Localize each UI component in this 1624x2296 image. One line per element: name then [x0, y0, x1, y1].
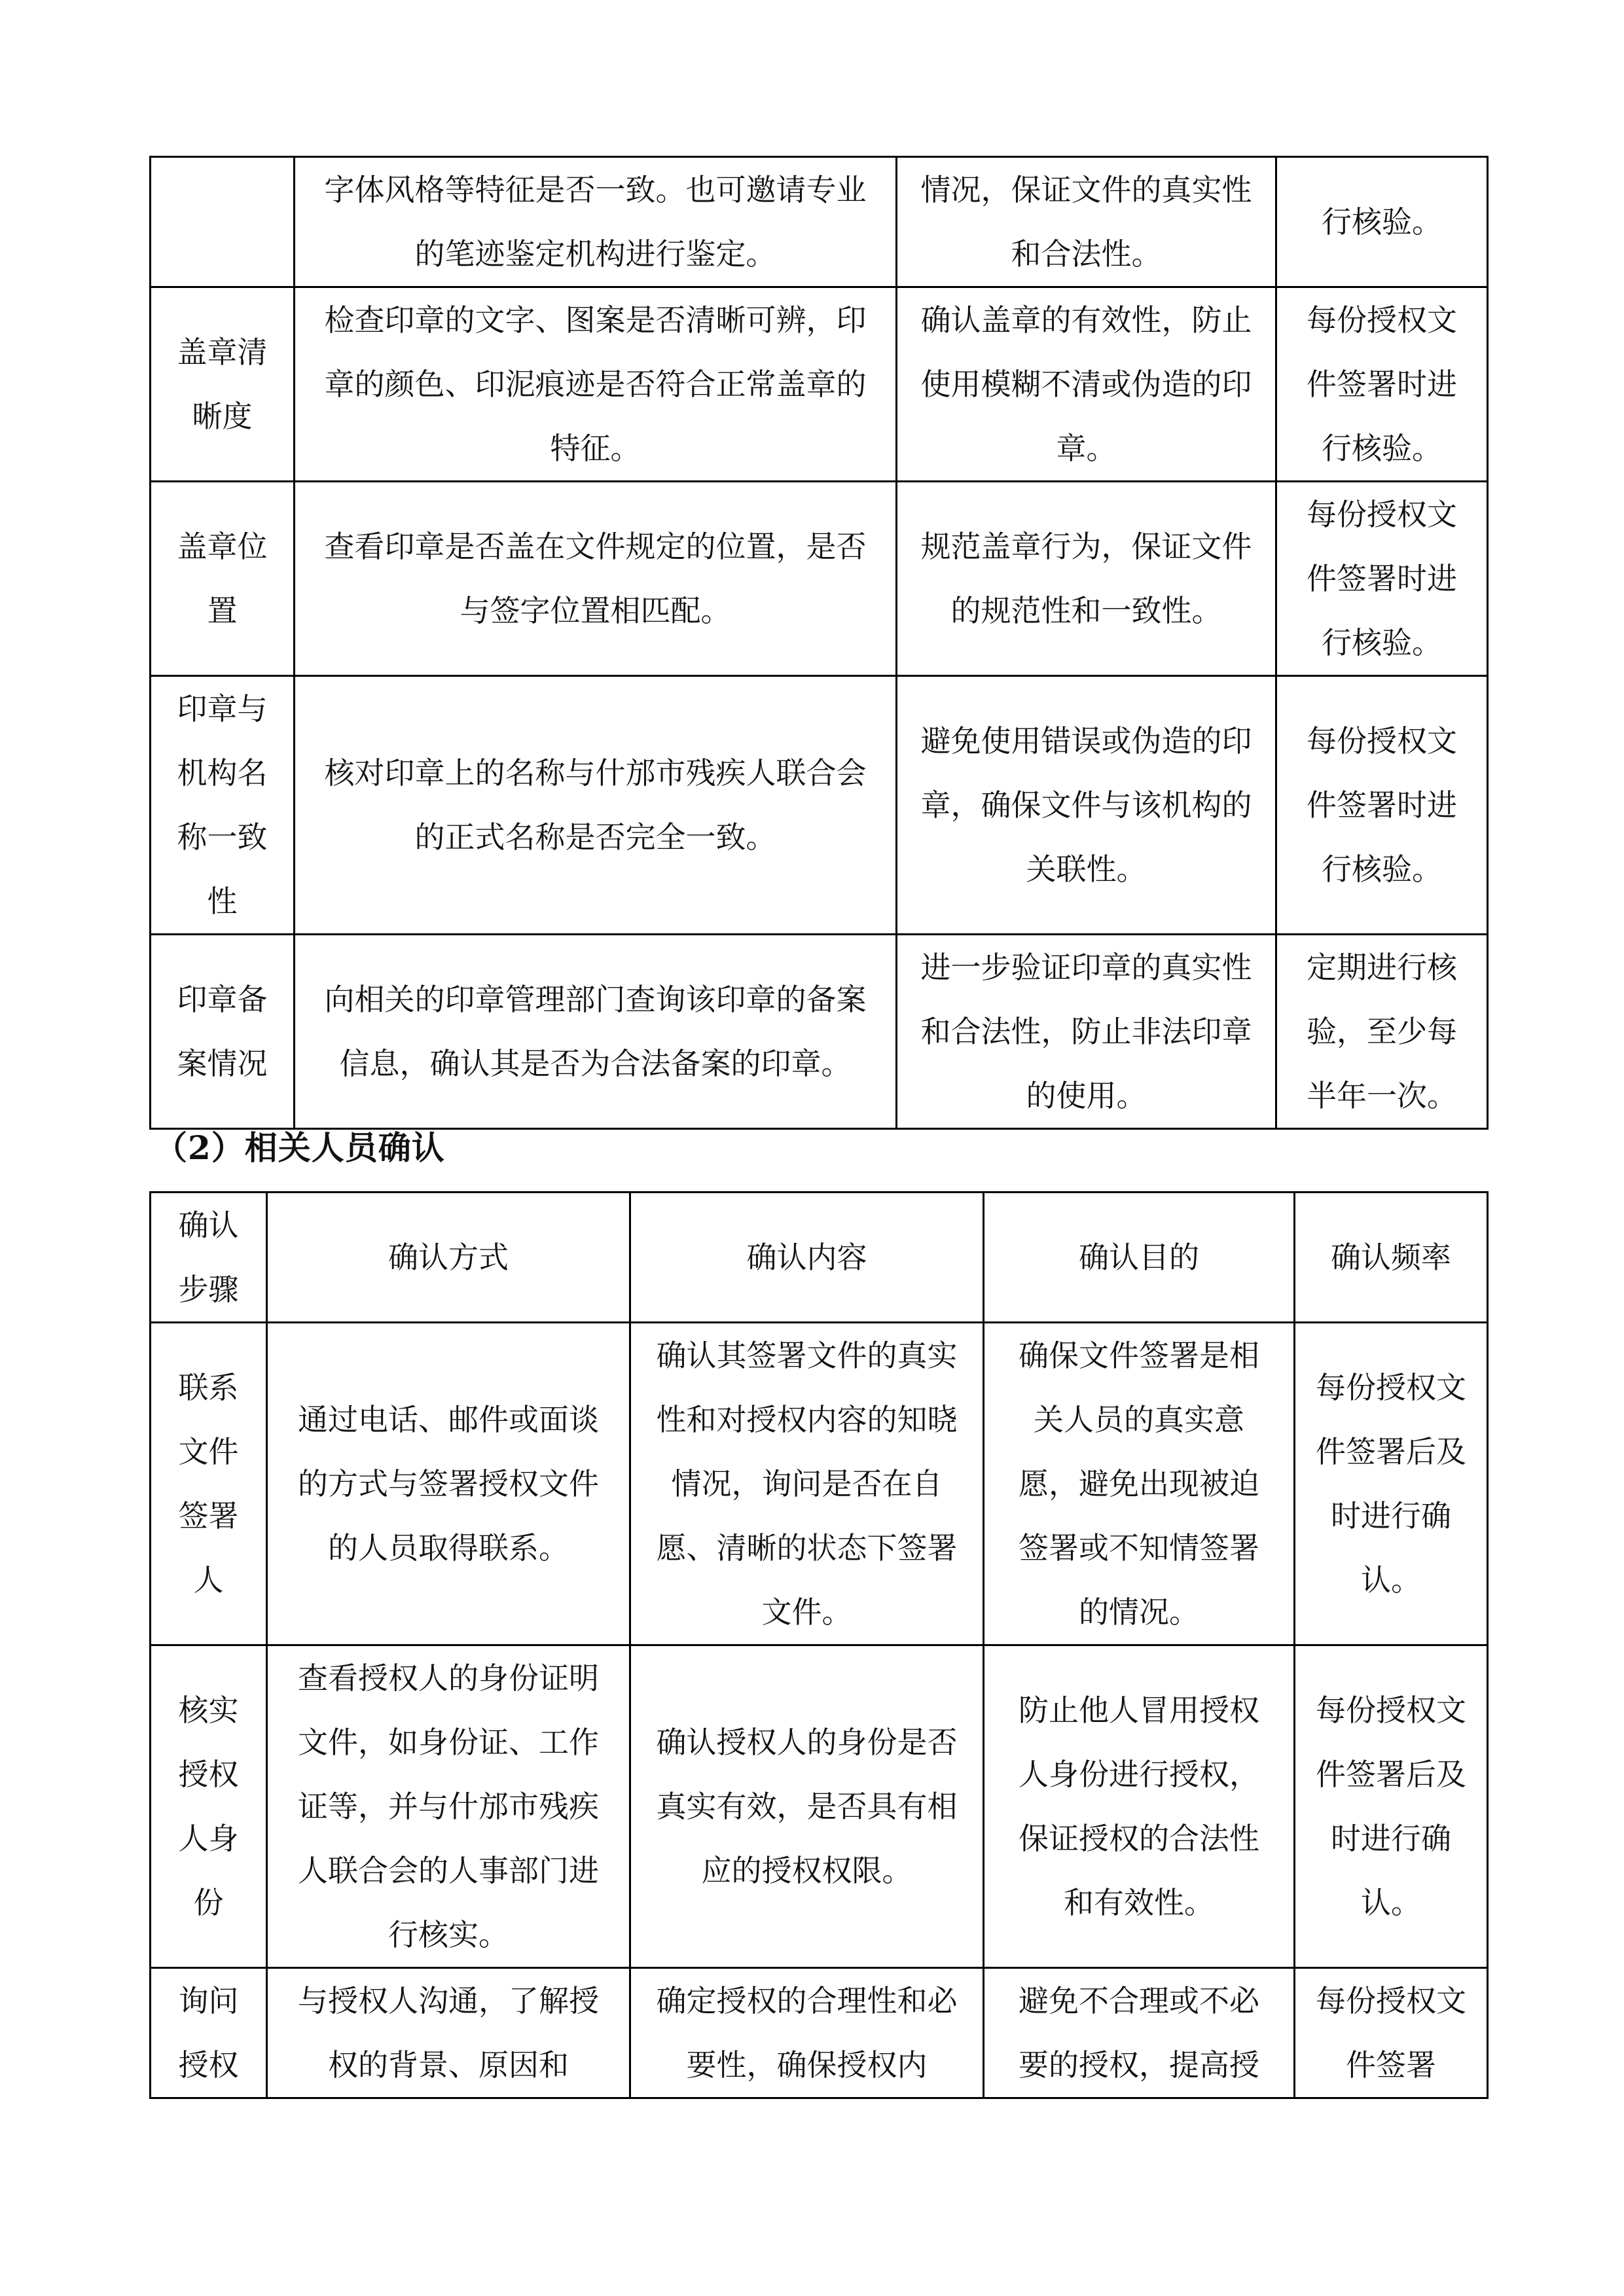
header-purpose: 确认目的	[984, 1193, 1295, 1323]
table-row	[151, 1645, 1488, 1968]
purpose-cell: 确保文件签署是相关人员的真实意愿，避免出现被迫签署或不知情签署的情况。	[984, 1323, 1295, 1645]
table-row	[151, 482, 1488, 676]
purpose-cell: 确认盖章的有效性，防止使用模糊不清或伪造的印章。	[897, 287, 1276, 482]
frequency-cell: 行核验。	[1276, 157, 1488, 287]
seal-verification-table	[149, 156, 1489, 1130]
section-heading: （2）相关人员确认	[154, 1128, 445, 1167]
step-cell: 询问授权	[151, 1968, 267, 2098]
header-frequency: 确认频率	[1295, 1193, 1488, 1323]
step-cell: 联系文件签署人	[151, 1323, 267, 1645]
header-content: 确认内容	[630, 1193, 984, 1323]
table-row	[151, 935, 1488, 1129]
content-cell: 确认授权人的身份是否真实有效，是否具有相应的授权权限。	[630, 1645, 984, 1968]
item-cell: 盖章位置	[151, 482, 295, 676]
method-cell: 与授权人沟通，了解授权的背景、原因和	[267, 1968, 630, 2098]
table-header-row	[151, 1193, 1488, 1323]
personnel-confirmation-table	[149, 1191, 1489, 2099]
frequency-cell: 每份授权文件签署	[1295, 1968, 1488, 2098]
table-row	[151, 287, 1488, 482]
item-cell: 盖章清晰度	[151, 287, 295, 482]
header-method: 确认方式	[267, 1193, 630, 1323]
purpose-cell: 规范盖章行为，保证文件的规范性和一致性。	[897, 482, 1276, 676]
frequency-cell: 定期进行核验，至少每半年一次。	[1276, 935, 1488, 1129]
content-cell: 确定授权的合理性和必要性，确保授权内	[630, 1968, 984, 2098]
method-cell: 查看授权人的身份证明文件，如身份证、工作证等，并与什邡市残疾人联合会的人事部门进行核实。	[267, 1645, 630, 1968]
method-cell: 核对印章上的名称与什邡市残疾人联合会的正式名称是否完全一致。	[295, 676, 897, 935]
purpose-cell: 情况，保证文件的真实性和合法性。	[897, 157, 1276, 287]
method-cell: 通过电话、邮件或面谈的方式与签署授权文件的人员取得联系。	[267, 1323, 630, 1645]
method-cell: 检查印章的文字、图案是否清晰可辨，印章的颜色、印泥痕迹是否符合正常盖章的特征。	[295, 287, 897, 482]
frequency-cell: 每份授权文件签署时进行核验。	[1276, 676, 1488, 935]
table-row	[151, 1323, 1488, 1645]
item-cell	[151, 157, 295, 287]
table-row	[151, 676, 1488, 935]
method-cell: 字体风格等特征是否一致。也可邀请专业的笔迹鉴定机构进行鉴定。	[295, 157, 897, 287]
method-cell: 查看印章是否盖在文件规定的位置，是否与签字位置相匹配。	[295, 482, 897, 676]
frequency-cell: 每份授权文件签署时进行核验。	[1276, 482, 1488, 676]
frequency-cell: 每份授权文件签署时进行核验。	[1276, 287, 1488, 482]
table-row	[151, 1968, 1488, 2098]
purpose-cell: 避免使用错误或伪造的印章，确保文件与该机构的关联性。	[897, 676, 1276, 935]
purpose-cell: 防止他人冒用授权人身份进行授权，保证授权的合法性和有效性。	[984, 1645, 1295, 1968]
content-cell: 确认其签署文件的真实性和对授权内容的知晓情况，询问是否在自愿、清晰的状态下签署文件。	[630, 1323, 984, 1645]
purpose-cell: 避免不合理或不必要的授权，提高授	[984, 1968, 1295, 2098]
header-step: 确认步骤	[151, 1193, 267, 1323]
item-cell: 印章与机构名称一致性	[151, 676, 295, 935]
item-cell: 印章备案情况	[151, 935, 295, 1129]
table-row	[151, 157, 1488, 287]
frequency-cell: 每份授权文件签署后及时进行确认。	[1295, 1645, 1488, 1968]
method-cell: 向相关的印章管理部门查询该印章的备案信息，确认其是否为合法备案的印章。	[295, 935, 897, 1129]
frequency-cell: 每份授权文件签署后及时进行确认。	[1295, 1323, 1488, 1645]
purpose-cell: 进一步验证印章的真实性和合法性，防止非法印章的使用。	[897, 935, 1276, 1129]
step-cell: 核实授权人身份	[151, 1645, 267, 1968]
